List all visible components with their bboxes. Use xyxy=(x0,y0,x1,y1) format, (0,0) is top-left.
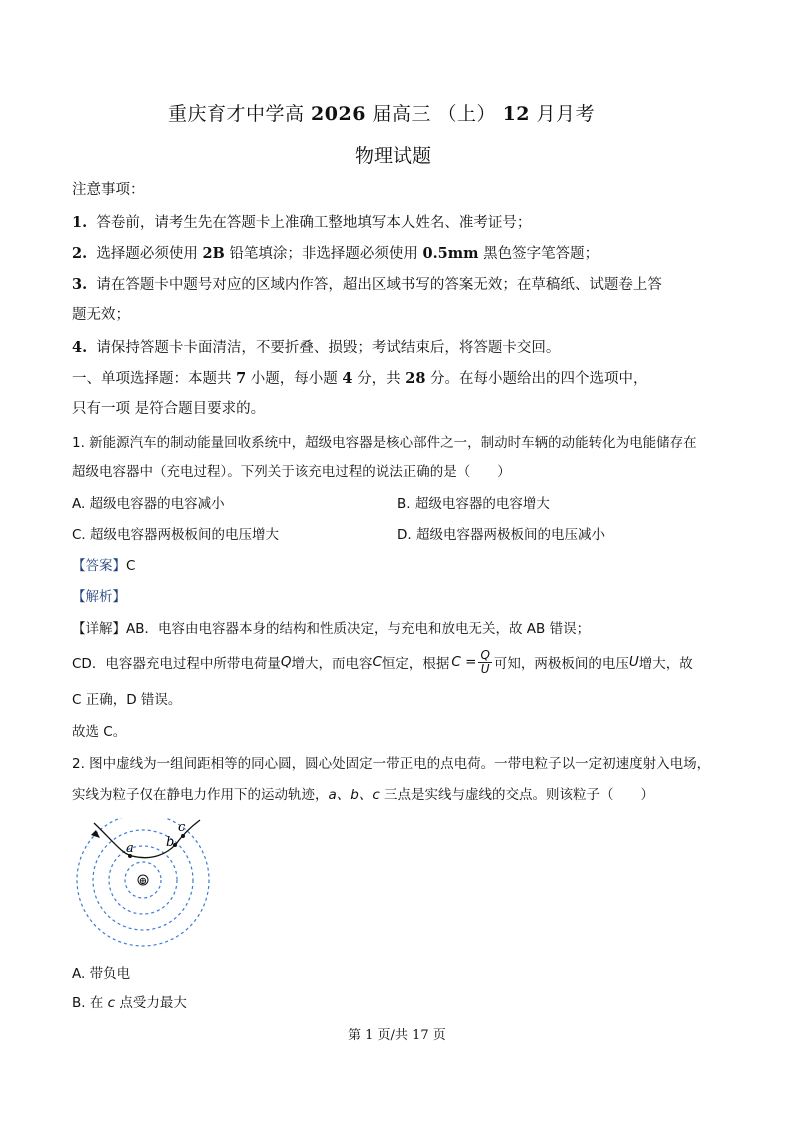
section-heading: 一、单项选择题：本题共 7 小题，每小题 4 分，共 28 分。在每小题给出的四个选项中， xyxy=(72,370,648,387)
formula-fraction: $\frac{Q}{U}$ xyxy=(480,647,490,676)
q1-analysis-label: 【解析】 xyxy=(72,589,126,605)
concentric-field-diagram xyxy=(72,818,222,958)
q1-option-b: B. 超级电容器的电容增大 xyxy=(397,496,550,512)
label-a: a xyxy=(126,841,134,856)
note-item-3-cont: 题无效； xyxy=(72,307,130,323)
q2-option-a: A. 带负电 xyxy=(72,966,131,982)
page-title: 重庆育才中学高 2026 届高三 （上） 12 月月考 xyxy=(168,103,596,125)
page-subtitle: 物理试题 xyxy=(355,145,432,167)
note-item-1: 1. 答卷前，请考生先在答题卡上准确工整地填写本人姓名、准考证号； xyxy=(72,214,532,231)
label-b: b xyxy=(166,835,175,850)
formula-lhs: C = xyxy=(451,654,477,670)
note-item-2: 2. 选择题必须使用 2B 铅笔填涂；非选择题必须使用 0.5mm 黑色签字笔答题； xyxy=(72,245,600,262)
point-charge-symbol: ⊕ xyxy=(138,876,148,887)
q2-stem-line1: 2. 图中虚线为一组间距相等的同心圆，圆心处固定一带正电的点电荷。一带电粒子以一定初速度射入电场， xyxy=(72,756,711,772)
section-heading-cont: 只有一项 是符合题目要求的。 xyxy=(72,401,266,417)
q1-option-d: D. 超级电容器两极板间的电压减小 xyxy=(397,527,605,543)
label-c: c xyxy=(178,820,186,835)
q1-conclusion: 故选 C。 xyxy=(72,724,127,740)
q1-option-c: C. 超级电容器两极板间的电压增大 xyxy=(72,527,280,543)
q1-detail-line3: C 正确，D 错误。 xyxy=(72,692,182,708)
q1-stem-line2: 超级电容器中（充电过程）。下列关于该充电过程的说法正确的是（ ） xyxy=(72,464,511,480)
q2-stem-line2: 实线为粒子仅在静电力作用下的运动轨迹，a、b、c 三点是实线与虚线的交点。则该粒子（ ） xyxy=(72,787,655,803)
q1-option-a: A. 超级电容器的电容减小 xyxy=(72,496,225,512)
q2-option-b: B. 在 c 点受力最大 xyxy=(72,995,187,1011)
page-number: 第 1 页/共 17 页 xyxy=(348,1028,446,1043)
note-item-4: 4. 请保持答题卡卡面清洁，不要折叠、损毁；考试结束后，将答题卡交回。 xyxy=(72,339,561,356)
q1-detail-line2: CD．电容器充电过程中所带电荷量 Q 增大，而电容 C 恒定，根据 C = $\frac{Q}{U}$ 可知，两极板间的电压 U 增大，故 xyxy=(72,647,693,676)
notes-heading: 注意事项： xyxy=(72,182,145,198)
q1-stem-line1: 1. 新能源汽车的制动能量回收系统中，超级电容器是核心部件之一，制动时车辆的动能转化为电能储存在 xyxy=(72,435,697,451)
q1-answer: 【答案】C xyxy=(72,558,136,574)
q1-detail-line1: 【详解】AB．电容由电容器本身的结构和性质决定，与充电和放电无关，故 AB 错误； xyxy=(72,621,591,637)
note-item-3: 3. 请在答题卡中题号对应的区域内作答，超出区域书写的答案无效；在草稿纸、试题卷上答 xyxy=(72,276,662,293)
